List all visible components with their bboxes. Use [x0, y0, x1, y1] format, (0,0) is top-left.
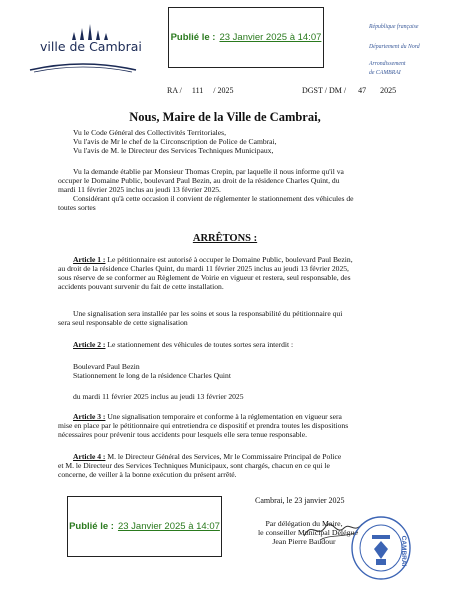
seal-text: CAMBRAI	[400, 535, 407, 567]
signature-line: Jean Pierre Baudour	[272, 537, 336, 546]
stamp-date: 23 Janvier 2025 à 14:07	[117, 521, 220, 532]
article-4-label: Article 4 :	[73, 452, 106, 461]
logo-swoosh-icon	[28, 58, 138, 74]
vu-line: Vu le Code Général des Collectivités Territoriales,	[73, 128, 227, 137]
article-3-label: Article 3 :	[73, 412, 106, 421]
reference-dgst: DGST / DM / 47 2025	[302, 86, 397, 95]
article-2-label: Article 2 :	[73, 340, 106, 349]
article-2: Article 2 : Le stationnement des véhicules de toutes sortes sera interdit :	[73, 340, 294, 349]
article-1-label: Article 1 :	[73, 255, 106, 264]
published-stamp-top	[168, 7, 324, 68]
article-2-period: du mardi 11 février 2025 inclus au jeudi 13 février 2025	[73, 392, 244, 401]
admin-departement: Département du Nord	[369, 44, 420, 50]
vu-line: Vu l'avis de Mr le chef de la Circonscription de Police de Cambrai,	[73, 137, 277, 147]
article-2-street: Boulevard Paul Bezin	[73, 362, 140, 371]
article-3: Article 3 : Une signalisation temporaire et conforme à la réglementation en vigueur sera mise en place par le pétitionnaire qui entretiendra ce dispositif et prendra toutes les dispositions nécessaires pour prévenir tous accidents pour lesquels elle sera tenue responsable.	[58, 412, 349, 440]
city-logo	[28, 20, 142, 76]
article-1: Article 1 : Le pétitionnaire est autorisé à occuper le Domaine Public, boulevard Paul Bezin, au droit de la résidence Charles Quint, du mardi 11 février 2025 inclus au jeudi 13 février 2025, sous réserve de se conformer au Règlement de Voirie en vigueur et restera, seul responsable, des accidents pouvant survenir du fait de cette installation.	[58, 255, 353, 292]
official-seal-icon	[350, 515, 412, 581]
arretons-heading: ARRÊTONS :	[192, 233, 258, 244]
admin-arrondissement: Arrondissement	[369, 61, 406, 67]
article-2-detail: Stationnement le long de la résidence Charles Quint	[73, 371, 231, 380]
intro-paragraph: Vu la demande établie par Monsieur Thomas Crepin, par laquelle il nous informe qu'il va occuper le Domaine Public, boulevard Paul Bezin, au droit de la résidence Charles Quint, du mardi 11 février 2025 inclus au jeudi 13 février 2025. Considérant qu'à cette occasion il convient de réglementer le stationnement des véhicules de toutes sortes	[58, 167, 354, 213]
article-4: Article 4 : M. le Directeur Général des Services, Mr le Commissaire Principal de Police et M. le Directeur des Services Techniques Municipaux, sont chargés, chacun en ce qui le concerne, de veiller à la bonne exécution du présent arrêté.	[58, 452, 342, 480]
vu-line: Vu l'avis de M. le Directeur des Services Techniques Municipaux,	[73, 146, 274, 156]
stamp-label: Publié le :	[69, 521, 114, 532]
date-line: Cambrai, le 23 janvier 2025	[255, 496, 345, 505]
signature-line: Par délégation du Maire,	[265, 519, 343, 528]
document-title: Nous, Maire de la Ville de Cambrai,	[129, 110, 321, 124]
vu-block	[73, 128, 277, 155]
stamp-label: Publié le :	[170, 32, 216, 43]
signature-line: le conseiller Municipal Délégué	[258, 528, 358, 537]
reference-ra: RA / 111 / 2025	[167, 86, 234, 95]
stamp-date: 23 Janvier 2025 à 14:07	[219, 32, 322, 43]
published-stamp-bottom	[67, 496, 222, 557]
article-1-signalisation: Une signalisation sera installée par les soins et sous la responsabilité du pétitionnaire qui sera seul responsable de cette signalisation	[58, 309, 343, 328]
logo-text: ville de Cambrai	[40, 39, 142, 54]
admin-cambrai: de CAMBRAI	[369, 70, 401, 76]
admin-republique: République française	[369, 24, 419, 30]
